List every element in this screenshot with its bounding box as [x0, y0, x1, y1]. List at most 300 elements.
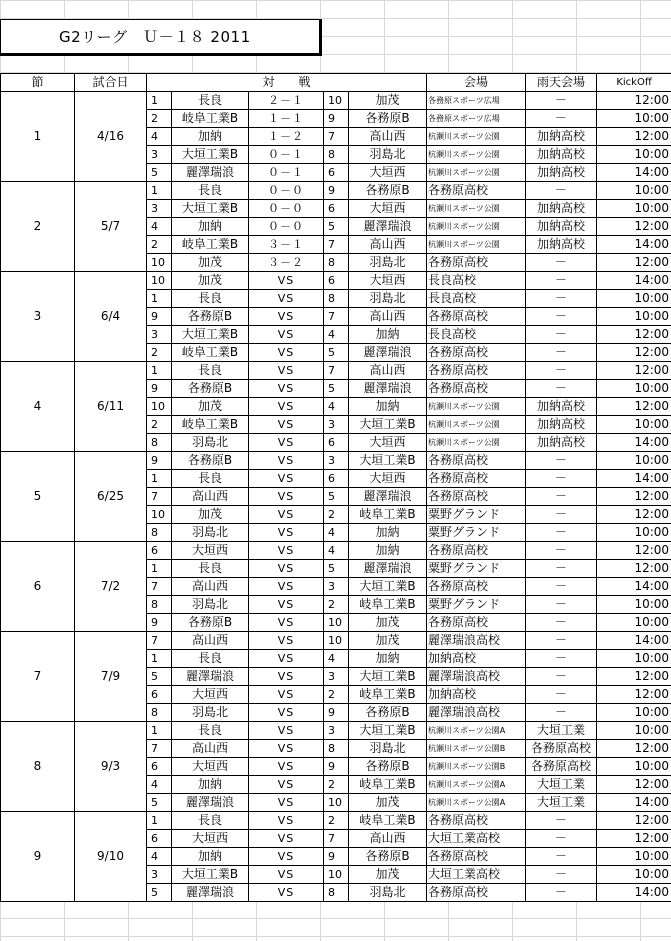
home-team: 長良 — [172, 650, 249, 668]
home-team: 羽島北 — [172, 596, 249, 614]
away-team-number: 2 — [324, 596, 349, 614]
away-team-number: 4 — [324, 542, 349, 560]
away-team: 加納 — [349, 524, 427, 542]
kickoff-time: 10:00 — [597, 722, 671, 740]
home-team: 各務原B — [172, 380, 249, 398]
rain-venue: 加納高校 — [526, 218, 597, 236]
match-date: 9/10 — [75, 812, 147, 902]
rain-venue: － — [526, 668, 597, 686]
match-date: 6/11 — [75, 362, 147, 452]
away-team-number: 5 — [324, 380, 349, 398]
away-team-number: 6 — [324, 434, 349, 452]
venue: 各務原高校 — [427, 344, 526, 362]
venue: 各務原高校 — [427, 308, 526, 326]
venue: 各務原スポーツ広場 — [427, 92, 526, 110]
home-team-number: 5 — [147, 794, 172, 812]
round-number: 7 — [1, 632, 75, 722]
match-result: VS — [249, 668, 324, 686]
match-result: ２－１ — [249, 92, 324, 110]
home-team: 加茂 — [172, 506, 249, 524]
home-team: 長良 — [172, 470, 249, 488]
home-team-number: 8 — [147, 596, 172, 614]
match-result: VS — [249, 542, 324, 560]
match-result: VS — [249, 758, 324, 776]
venue: 加納高校 — [427, 686, 526, 704]
away-team: 岐阜工業B — [349, 506, 427, 524]
match-result: ０－０ — [249, 218, 324, 236]
home-team: 加茂 — [172, 254, 249, 272]
away-team-number: 6 — [324, 164, 349, 182]
rain-venue: － — [526, 614, 597, 632]
venue: 各務原スポーツ広場 — [427, 110, 526, 128]
venue: 麗澤瑞浪高校 — [427, 632, 526, 650]
venue: 杭瀬川スポーツ公園 — [427, 164, 526, 182]
match-result: VS — [249, 524, 324, 542]
away-team: 各務原B — [349, 704, 427, 722]
venue: 大垣工業高校 — [427, 866, 526, 884]
away-team-number: 8 — [324, 146, 349, 164]
away-team-number: 2 — [324, 812, 349, 830]
kickoff-time: 10:00 — [597, 290, 671, 308]
venue: 杭瀬川スポーツ公園 — [427, 146, 526, 164]
away-team: 大垣工業B — [349, 578, 427, 596]
away-team-number: 8 — [324, 290, 349, 308]
away-team: 羽島北 — [349, 146, 427, 164]
home-team: 岐阜工業B — [172, 416, 249, 434]
venue: 各務原高校 — [427, 362, 526, 380]
home-team-number: 1 — [147, 722, 172, 740]
home-team: 大垣西 — [172, 686, 249, 704]
away-team: 岐阜工業B — [349, 812, 427, 830]
rain-venue: － — [526, 848, 597, 866]
rain-venue: － — [526, 182, 597, 200]
kickoff-time: 12:00 — [597, 740, 671, 758]
away-team-number: 4 — [324, 326, 349, 344]
kickoff-time: 10:00 — [597, 614, 671, 632]
home-team: 麗澤瑞浪 — [172, 164, 249, 182]
home-team: 各務原B — [172, 452, 249, 470]
match-result: VS — [249, 362, 324, 380]
away-team: 麗澤瑞浪 — [349, 218, 427, 236]
venue: 長良高校 — [427, 326, 526, 344]
kickoff-time: 12:00 — [597, 776, 671, 794]
away-team: 羽島北 — [349, 254, 427, 272]
home-team-number: 7 — [147, 578, 172, 596]
away-team: 大垣工業B — [349, 668, 427, 686]
rain-venue: － — [526, 452, 597, 470]
venue: 各務原高校 — [427, 884, 526, 902]
venue: 加納高校 — [427, 650, 526, 668]
away-team-number: 5 — [324, 218, 349, 236]
away-team: 麗澤瑞浪 — [349, 560, 427, 578]
home-team: 長良 — [172, 182, 249, 200]
away-team-number: 4 — [324, 398, 349, 416]
away-team-number: 10 — [324, 866, 349, 884]
home-team: 加納 — [172, 218, 249, 236]
away-team: 各務原B — [349, 182, 427, 200]
home-team-number: 2 — [147, 416, 172, 434]
kickoff-time: 12:00 — [597, 830, 671, 848]
rain-venue: － — [526, 110, 597, 128]
match-result: VS — [249, 326, 324, 344]
header-match: 対 戦 — [147, 74, 427, 92]
away-team: 各務原B — [349, 758, 427, 776]
home-team-number: 4 — [147, 776, 172, 794]
venue: 長良高校 — [427, 272, 526, 290]
kickoff-time: 10:00 — [597, 416, 671, 434]
home-team-number: 4 — [147, 128, 172, 146]
round-number: 1 — [1, 92, 75, 182]
match-result: VS — [249, 434, 324, 452]
rain-venue: － — [526, 596, 597, 614]
away-team-number: 7 — [324, 830, 349, 848]
venue: 各務原高校 — [427, 452, 526, 470]
venue: 各務原高校 — [427, 182, 526, 200]
kickoff-time: 10:00 — [597, 758, 671, 776]
kickoff-time: 10:00 — [597, 524, 671, 542]
rain-venue: 加納高校 — [526, 434, 597, 452]
match-date: 6/25 — [75, 452, 147, 542]
home-team-number: 4 — [147, 848, 172, 866]
match-date: 7/9 — [75, 632, 147, 722]
home-team: 高山西 — [172, 578, 249, 596]
kickoff-time: 12:00 — [597, 686, 671, 704]
away-team: 麗澤瑞浪 — [349, 380, 427, 398]
rain-venue: － — [526, 884, 597, 902]
rain-venue: － — [526, 866, 597, 884]
kickoff-time: 10:00 — [597, 182, 671, 200]
header-kickoff: KickOff — [597, 74, 671, 92]
venue: 各務原高校 — [427, 848, 526, 866]
home-team: 麗澤瑞浪 — [172, 794, 249, 812]
home-team-number: 8 — [147, 704, 172, 722]
away-team: 羽島北 — [349, 740, 427, 758]
rain-venue: － — [526, 686, 597, 704]
home-team-number: 1 — [147, 650, 172, 668]
away-team-number: 8 — [324, 254, 349, 272]
home-team: 長良 — [172, 362, 249, 380]
match-result: ０－０ — [249, 200, 324, 218]
venue: 杭瀬川スポーツ公園A — [427, 722, 526, 740]
kickoff-time: 10:00 — [597, 308, 671, 326]
match-result: ３－２ — [249, 254, 324, 272]
away-team: 麗澤瑞浪 — [349, 488, 427, 506]
away-team-number: 6 — [324, 272, 349, 290]
away-team-number: 7 — [324, 362, 349, 380]
home-team-number: 9 — [147, 308, 172, 326]
venue: 杭瀬川スポーツ公園A — [427, 794, 526, 812]
home-team-number: 7 — [147, 488, 172, 506]
away-team-number: 6 — [324, 200, 349, 218]
rain-venue: － — [526, 578, 597, 596]
rain-venue: 大垣工業 — [526, 722, 597, 740]
table-row — [1, 722, 671, 740]
home-team: 長良 — [172, 290, 249, 308]
match-result: VS — [249, 632, 324, 650]
away-team-number: 3 — [324, 452, 349, 470]
kickoff-time: 12:00 — [597, 668, 671, 686]
rain-venue: 加納高校 — [526, 128, 597, 146]
home-team: 羽島北 — [172, 434, 249, 452]
round-number: 8 — [1, 722, 75, 812]
away-team: 加茂 — [349, 866, 427, 884]
venue: 粟野グランド — [427, 524, 526, 542]
away-team-number: 10 — [324, 614, 349, 632]
away-team-number: 3 — [324, 722, 349, 740]
rain-venue: － — [526, 488, 597, 506]
round-number: 2 — [1, 182, 75, 272]
away-team-number: 2 — [324, 506, 349, 524]
venue: 各務原高校 — [427, 488, 526, 506]
rain-venue: － — [526, 812, 597, 830]
home-team: 高山西 — [172, 740, 249, 758]
table-row — [1, 632, 671, 650]
rain-venue: － — [526, 362, 597, 380]
away-team: 加納 — [349, 398, 427, 416]
rain-venue: 各務原高校 — [526, 758, 597, 776]
match-date: 9/3 — [75, 722, 147, 812]
venue: 杭瀬川スポーツ公園B — [427, 740, 526, 758]
away-team-number: 8 — [324, 740, 349, 758]
home-team: 長良 — [172, 560, 249, 578]
match-result: VS — [249, 614, 324, 632]
home-team: 大垣西 — [172, 542, 249, 560]
table-row — [1, 362, 671, 380]
home-team: 大垣工業B — [172, 866, 249, 884]
kickoff-time: 14:00 — [597, 164, 671, 182]
venue: 麗澤瑞浪高校 — [427, 704, 526, 722]
rain-venue: － — [526, 560, 597, 578]
rain-venue: － — [526, 380, 597, 398]
away-team: 加茂 — [349, 614, 427, 632]
header-venue: 会場 — [427, 74, 526, 92]
table-row — [1, 272, 671, 290]
home-team: 加納 — [172, 776, 249, 794]
match-result: VS — [249, 560, 324, 578]
home-team-number: 2 — [147, 344, 172, 362]
kickoff-time: 12:00 — [597, 254, 671, 272]
match-result: VS — [249, 416, 324, 434]
venue: 杭瀬川スポーツ公園B — [427, 758, 526, 776]
venue: 各務原高校 — [427, 542, 526, 560]
home-team-number: 6 — [147, 830, 172, 848]
kickoff-time: 14:00 — [597, 578, 671, 596]
kickoff-time: 12:00 — [597, 326, 671, 344]
away-team: 岐阜工業B — [349, 776, 427, 794]
kickoff-time: 10:00 — [597, 452, 671, 470]
away-team-number: 7 — [324, 236, 349, 254]
table-row — [1, 92, 671, 110]
rain-venue: － — [526, 650, 597, 668]
match-result: ０－１ — [249, 164, 324, 182]
venue: 各務原高校 — [427, 812, 526, 830]
rain-venue: － — [526, 326, 597, 344]
home-team-number: 3 — [147, 866, 172, 884]
schedule-body — [1, 92, 671, 902]
home-team: 長良 — [172, 722, 249, 740]
venue: 粟野グランド — [427, 596, 526, 614]
away-team-number: 5 — [324, 344, 349, 362]
home-team: 各務原B — [172, 308, 249, 326]
home-team: 大垣工業B — [172, 326, 249, 344]
home-team-number: 1 — [147, 362, 172, 380]
away-team: 加茂 — [349, 632, 427, 650]
round-number: 9 — [1, 812, 75, 902]
away-team: 高山西 — [349, 236, 427, 254]
away-team: 大垣西 — [349, 200, 427, 218]
home-team-number: 8 — [147, 434, 172, 452]
kickoff-time: 12:00 — [597, 92, 671, 110]
home-team-number: 1 — [147, 560, 172, 578]
match-result: ０－１ — [249, 146, 324, 164]
match-result: VS — [249, 884, 324, 902]
away-team-number: 7 — [324, 308, 349, 326]
rain-venue: － — [526, 308, 597, 326]
venue: 各務原高校 — [427, 578, 526, 596]
rain-venue: 各務原高校 — [526, 740, 597, 758]
home-team-number: 1 — [147, 182, 172, 200]
away-team: 麗澤瑞浪 — [349, 344, 427, 362]
away-team-number: 2 — [324, 686, 349, 704]
rain-venue: 大垣工業 — [526, 776, 597, 794]
match-result: VS — [249, 398, 324, 416]
match-result: VS — [249, 704, 324, 722]
home-team: 長良 — [172, 92, 249, 110]
rain-venue: － — [526, 344, 597, 362]
match-date: 4/16 — [75, 92, 147, 182]
home-team-number: 6 — [147, 542, 172, 560]
home-team: 長良 — [172, 812, 249, 830]
home-team-number: 2 — [147, 110, 172, 128]
home-team: 大垣工業B — [172, 146, 249, 164]
away-team-number: 4 — [324, 524, 349, 542]
away-team: 加納 — [349, 650, 427, 668]
home-team: 加納 — [172, 128, 249, 146]
rain-venue: 加納高校 — [526, 146, 597, 164]
venue: 長良高校 — [427, 290, 526, 308]
match-result: VS — [249, 380, 324, 398]
match-result: VS — [249, 290, 324, 308]
kickoff-time: 10:00 — [597, 866, 671, 884]
match-result: VS — [249, 848, 324, 866]
kickoff-time: 10:00 — [597, 146, 671, 164]
kickoff-time: 12:00 — [597, 488, 671, 506]
away-team: 大垣工業B — [349, 722, 427, 740]
away-team-number: 10 — [324, 794, 349, 812]
match-result: VS — [249, 830, 324, 848]
match-result: １－１ — [249, 110, 324, 128]
match-result: VS — [249, 722, 324, 740]
match-result: VS — [249, 470, 324, 488]
rain-venue: － — [526, 506, 597, 524]
rain-venue: － — [526, 470, 597, 488]
home-team-number: 2 — [147, 236, 172, 254]
kickoff-time: 14:00 — [597, 236, 671, 254]
header-rain-venue: 雨天会場 — [526, 74, 597, 92]
rain-venue: － — [526, 704, 597, 722]
away-team-number: 2 — [324, 776, 349, 794]
home-team-number: 1 — [147, 92, 172, 110]
away-team: 羽島北 — [349, 290, 427, 308]
home-team-number: 1 — [147, 290, 172, 308]
home-team-number: 5 — [147, 668, 172, 686]
away-team: 岐阜工業B — [349, 686, 427, 704]
away-team: 高山西 — [349, 830, 427, 848]
home-team: 高山西 — [172, 488, 249, 506]
venue: 杭瀬川スポーツ公園 — [427, 128, 526, 146]
kickoff-time: 14:00 — [597, 434, 671, 452]
home-team-number: 5 — [147, 884, 172, 902]
away-team-number: 9 — [324, 848, 349, 866]
away-team-number: 5 — [324, 560, 349, 578]
away-team-number: 8 — [324, 884, 349, 902]
venue: 杭瀬川スポーツ公園A — [427, 776, 526, 794]
match-result: VS — [249, 794, 324, 812]
venue: 粟野グランド — [427, 560, 526, 578]
table-row — [1, 542, 671, 560]
kickoff-time: 12:00 — [597, 560, 671, 578]
venue: 各務原高校 — [427, 470, 526, 488]
home-team-number: 1 — [147, 470, 172, 488]
home-team: 大垣工業B — [172, 200, 249, 218]
away-team: 加茂 — [349, 92, 427, 110]
away-team-number: 9 — [324, 110, 349, 128]
home-team: 麗澤瑞浪 — [172, 884, 249, 902]
rain-venue: － — [526, 272, 597, 290]
home-team: 加納 — [172, 848, 249, 866]
home-team-number: 4 — [147, 218, 172, 236]
away-team: 各務原B — [349, 110, 427, 128]
match-result: VS — [249, 488, 324, 506]
home-team-number: 9 — [147, 614, 172, 632]
home-team-number: 8 — [147, 524, 172, 542]
venue: 杭瀬川スポーツ公園 — [427, 398, 526, 416]
away-team-number: 3 — [324, 416, 349, 434]
home-team: 高山西 — [172, 632, 249, 650]
venue: 各務原高校 — [427, 614, 526, 632]
match-result: ３－１ — [249, 236, 324, 254]
kickoff-time: 12:00 — [597, 362, 671, 380]
home-team: 加茂 — [172, 272, 249, 290]
rain-venue: 加納高校 — [526, 236, 597, 254]
home-team: 岐阜工業B — [172, 344, 249, 362]
round-number: 6 — [1, 542, 75, 632]
round-number: 4 — [1, 362, 75, 452]
home-team-number: 10 — [147, 272, 172, 290]
home-team-number: 9 — [147, 452, 172, 470]
home-team: 大垣西 — [172, 830, 249, 848]
home-team: 羽島北 — [172, 524, 249, 542]
away-team: 大垣西 — [349, 164, 427, 182]
rain-venue: 加納高校 — [526, 200, 597, 218]
away-team: 高山西 — [349, 308, 427, 326]
home-team: 岐阜工業B — [172, 236, 249, 254]
match-result: １－２ — [249, 128, 324, 146]
home-team: 麗澤瑞浪 — [172, 668, 249, 686]
kickoff-time: 14:00 — [597, 470, 671, 488]
venue: 杭瀬川スポーツ公園 — [427, 434, 526, 452]
away-team-number: 9 — [324, 704, 349, 722]
venue: 杭瀬川スポーツ公園 — [427, 416, 526, 434]
kickoff-time: 14:00 — [597, 884, 671, 902]
schedule-table — [0, 73, 671, 902]
kickoff-time: 10:00 — [597, 650, 671, 668]
kickoff-time: 10:00 — [597, 200, 671, 218]
away-team: 大垣西 — [349, 272, 427, 290]
home-team-number: 7 — [147, 740, 172, 758]
rain-venue: － — [526, 830, 597, 848]
home-team: 岐阜工業B — [172, 110, 249, 128]
